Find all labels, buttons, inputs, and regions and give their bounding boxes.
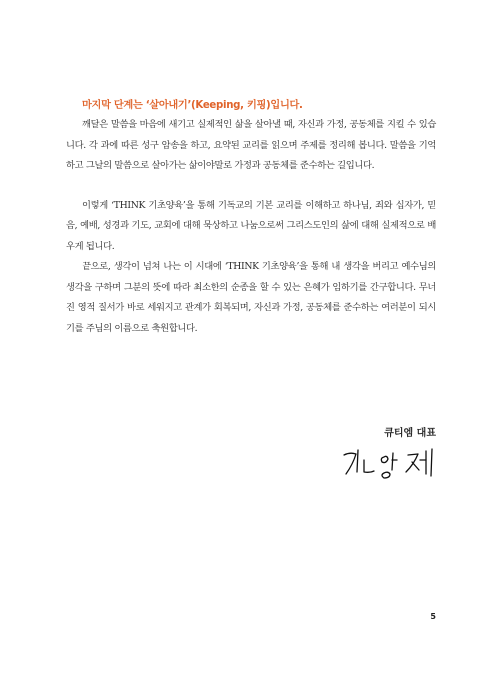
paragraph-3: 끝으로, 생각이 넘쳐 나는 이 시대에 ‘THINK 기초양육’을 통해 내 생각을 버리고 예수님의 생각을 구하며 그분의 뜻에 따라 최소한의 순종을 할 수 있는 은혜가 임하기를 간구합니다. 무너진 영적 질서가 바로 세워지고 관계가 회복되며, 자신과 가정, 공동체를 준수하는 여러분이 되시기를 주님의 이름으로 축원합니다. <box>66 261 436 334</box>
body-text <box>66 96 436 339</box>
handwritten-signature <box>340 446 444 480</box>
page-number: 5 <box>430 612 436 621</box>
section-heading: 마지막 단계는 ‘살아내기’(Keeping, 키핑)입니다. <box>82 100 303 111</box>
paragraph-2: 이렇게 ‘THINK 기초양육’을 통해 기독교의 기본 교리를 이해하고 하나님, 죄와 십자가, 믿음, 예배, 성경과 기도, 교회에 대해 묵상하고 나눔으로써 그리스도인의 삶에 대해 실제적으로 배우게 됩니다. <box>66 199 436 252</box>
paragraph-1: 깨달은 말씀을 마음에 새기고 실제적인 삶을 살아낼 때, 자신과 가정, 공동체를 지킬 수 있습니다. 각 과에 따른 성구 암송을 하고, 요약된 교리를 읽으며 주제를 정리해 봅니다. 말씀을 기억하고 그날의 말씀으로 살아가는 삶이야말로 가정과 공동체를 준수하는 길입니다. <box>66 119 436 171</box>
signer-title: 큐티엠 대표 <box>384 428 436 439</box>
